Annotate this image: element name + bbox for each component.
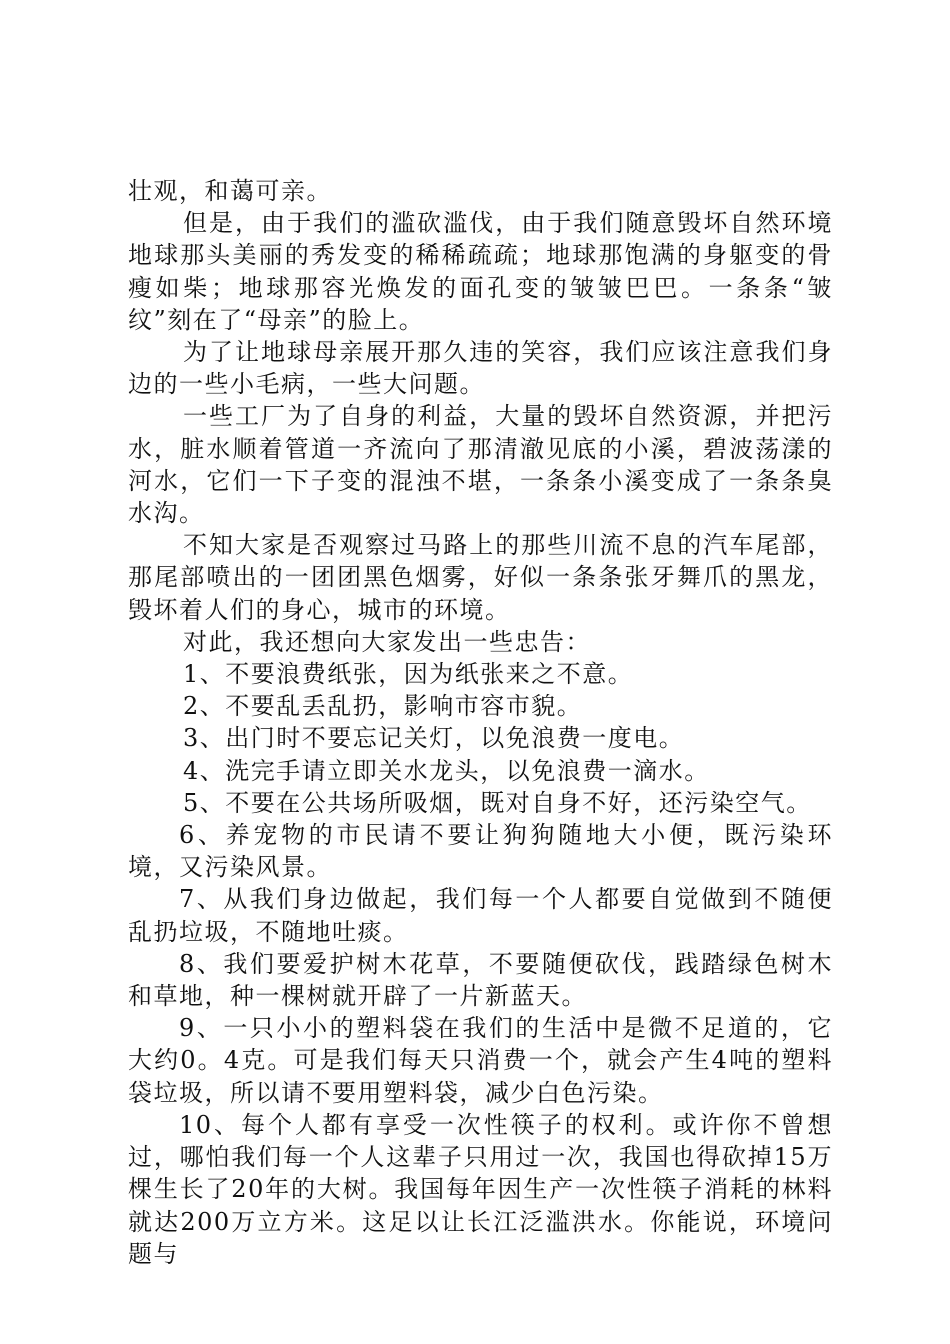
paragraph-3: 为了让地球母亲展开那久违的笑容，我们应该注意我们身边的一些小毛病，一些大问题。: [128, 338, 833, 399]
list-item-7: 7、从我们身边做起，我们每一个人都要自觉做到不随便乱扔垃圾，不随地吐痰。: [128, 885, 833, 946]
list-item-9: 9、一只小小的塑料袋在我们的生活中是微不足道的，它大约0。4克。可是我们每天只消费一个，就会产生4吨的塑料袋垃圾，所以请不要用塑料袋，减少白色污染。: [128, 1014, 833, 1107]
document-body: [128, 175, 833, 1270]
paragraph-2: 但是，由于我们的滥砍滥伐，由于我们随意毁坏自然环境地球那头美丽的秀发变的稀稀疏疏；地球那饱满的身躯变的骨瘦如柴；地球那容光焕发的面孔变的皱皱巴巴。一条条“皱纹”刻在了“母亲”的脸上。: [128, 209, 833, 334]
list-item-3: 3、出门时不要忘记关灯，以免浪费一度电。: [183, 724, 685, 753]
list-item-5: 5、不要在公共场所吸烟，既对自身不好，还污染空气。: [183, 788, 812, 817]
paragraph-4: 一些工厂为了自身的利益，大量的毁坏自然资源，并把污水，脏水顺着管道一齐流向了那清澈见底的小溪，碧波荡漾的河水，它们一下子变的混浊不堪，一条条小溪变成了一条条臭水沟。: [128, 402, 833, 528]
list-item-2: 2、不要乱丢乱扔，影响市容市貌。: [183, 692, 583, 721]
list-item-4: 4、洗完手请立即关水龙头，以免浪费一滴水。: [183, 756, 710, 785]
paragraph-6: 对此，我还想向大家发出一些忠告：: [183, 627, 591, 656]
list-item-6: 6、养宠物的市民请不要让狗狗随地大小便，既污染环境，又污染风景。: [128, 821, 833, 882]
list-item-10: 10、每个人都有享受一次性筷子的权利。或许你不曾想过，哪怕我们每一个人这辈子只用过一次，我国也得砍掉15万棵生长了20年的大树。我国每年因生产一次性筷子消耗的林料就达200万立方米。这足以让长江泛滥洪水。你能说，环境问题与: [128, 1110, 833, 1268]
list-item-1: 1、不要浪费纸张，因为纸张来之不意。: [183, 660, 634, 689]
list-item-8: 8、我们要爱护树木花草，不要随便砍伐，践踏绿色树木和草地，种一棵树就开辟了一片新蓝天。: [128, 949, 833, 1011]
paragraph-1: 壮观，和蔼可亲。: [128, 177, 332, 205]
paragraph-5: 不知大家是否观察过马路上的那些川流不息的汽车尾部，那尾部喷出的一团团黑色烟雾，好似一条条张牙舞爪的黑龙，毁坏着人们的身心，城市的环境。: [128, 531, 833, 624]
